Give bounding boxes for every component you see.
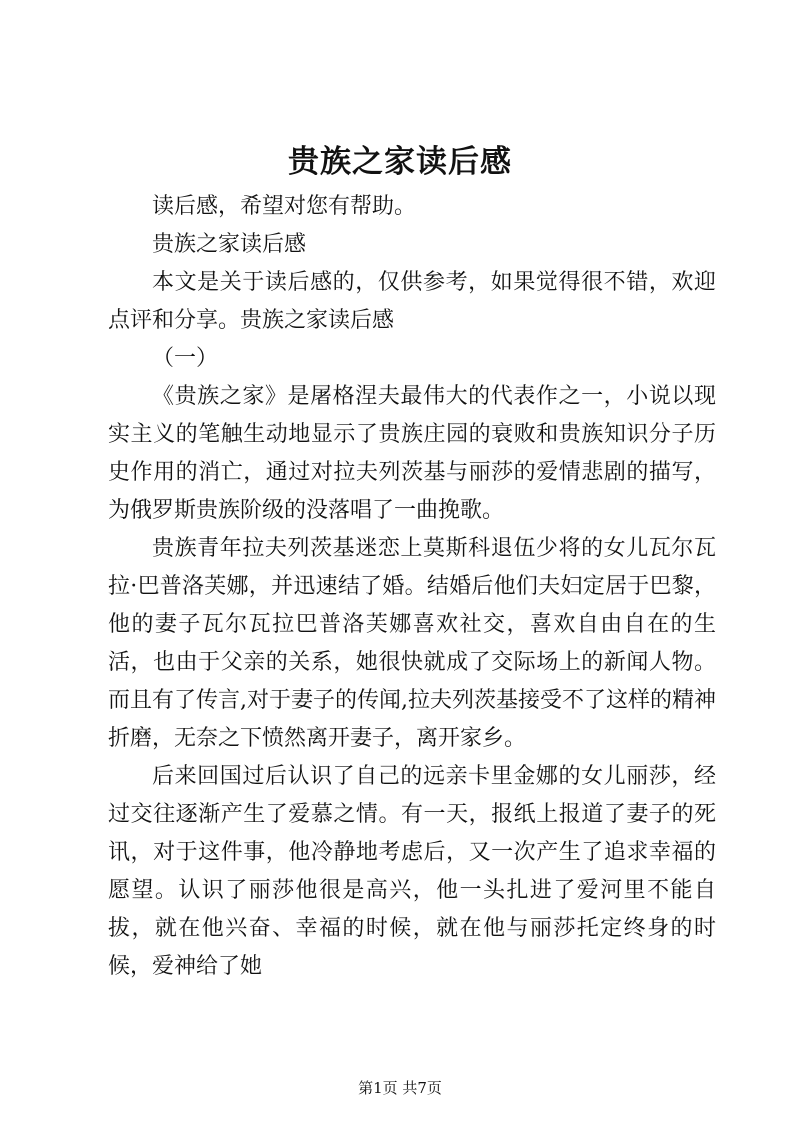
- paragraph-body-3: 后来回国过后认识了自己的远亲卡里金娜的女儿丽莎，经过交往逐渐产生了爱慕之情。有一天，报纸上报道了妻子的死讯，对于这件事，他冷静地考虑后，又一次产生了追求幸福的愿望。认识了丽莎他很是高兴，他一头扎进了爱河里不能自拔，就在他兴奋、幸福的时候，就在他与丽莎托定终身的时候，爱神给了她: [108, 764, 716, 979]
- document-title: 贵族之家读后感: [288, 144, 512, 180]
- paragraph-section-marker: （一）: [152, 346, 219, 371]
- page-number-footer: 第1页 共7页: [358, 1079, 442, 1097]
- paragraph-subtitle: 贵族之家读后感: [152, 232, 307, 257]
- document-body: [108, 188, 716, 986]
- paragraph-intro: 读后感，希望对您有帮助。: [152, 194, 417, 219]
- paragraph-disclaimer: 本文是关于读后感的，仅供参考，如果觉得很不错，欢迎点评和分享。贵族之家读后感: [108, 270, 716, 333]
- paragraph-body-2: 贵族青年拉夫列茨基迷恋上莫斯科退伍少将的女儿瓦尔瓦拉·巴普洛芙娜，并迅速结了婚。结婚后他们夫妇定居于巴黎，他的妻子瓦尔瓦拉巴普洛芙娜喜欢社交，喜欢自由自在的生活，也由于父亲的关系，她很快就成了交际场上的新闻人物。而且有了传言,对于妻子的传闻,拉夫列茨基接受不了这样的精神折磨，无奈之下愤然离开妻子，离开家乡。: [108, 536, 716, 751]
- paragraph-body-1: 《贵族之家》是屠格涅夫最伟大的代表作之一，小说以现实主义的笔触生动地显示了贵族庄园的衰败和贵族知识分子历史作用的消亡，通过对拉夫列茨基与丽莎的爱情悲剧的描写，为俄罗斯贵族阶级的没落唱了一曲挽歌。: [108, 384, 716, 523]
